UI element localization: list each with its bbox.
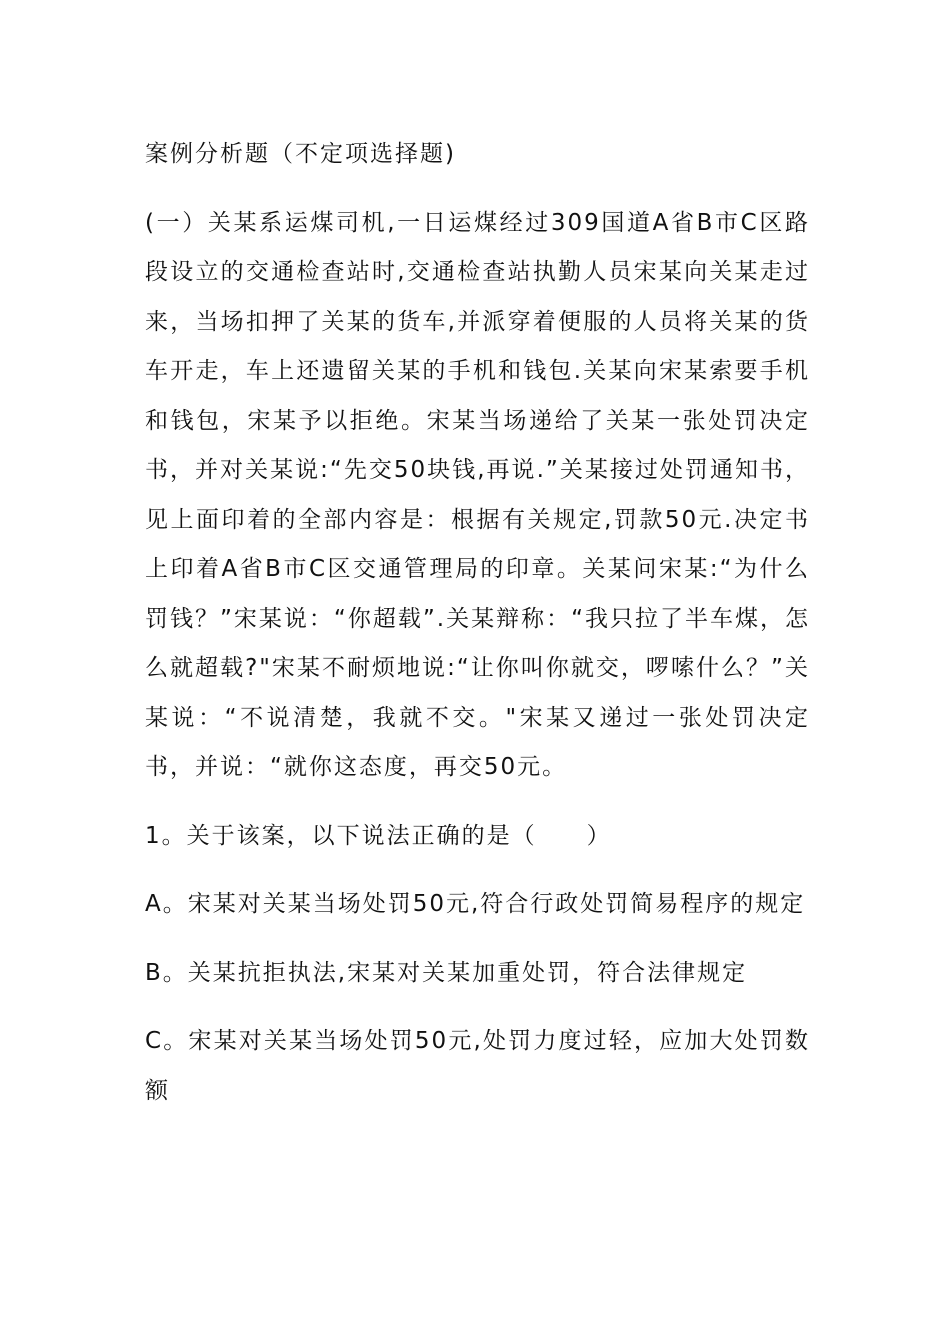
section-heading: 案例分析题（不定项选择题) [145,141,456,167]
document-body [145,130,810,1135]
question-stem: 1。关于该案，以下说法正确的是（ ） [145,822,612,849]
option-b: B。关某抗拒执法,宋某对关某加重处罚，符合法律规定 [145,959,748,986]
option-c: C。宋某对关某当场处罚50元,处罚力度过轻，应加大处罚数额 [145,1028,810,1104]
option-a: A。宋某对关某当场处罚50元,符合行政处罚简易程序的规定 [145,891,806,917]
case-description: (一）关某系运煤司机,一日运煤经过309国道A省B市C区路段设立的交通检查站时,交通检查站执勤人员宋某向关某走过来，当场扣押了关某的货车,并派穿着便服的人员将关某的货车开走，车上还遗留关某的手机和钱包.关某向宋某索要手机和钱包，宋某予以拒绝。宋某当场递给了关某一张处罚决定书，并对关某说:“先交50块钱,再说.”关某接过处罚通知书，见上面印着的全部内容是：根据有关规定,罚款50元.决定书上印着A省B市C区交通管理局的印章。关某问宋某:“为什么罚钱？”宋某说：“你超载”.关某辩称：“我只拉了半车煤，怎么就超载?"宋某不耐烦地说:“让你叫你就交，啰嗦什么？”关某说：“不说清楚，我就不交。"宋某又递过一张处罚决定书，并说：“就你这态度，再交50元。 [145,209,810,780]
